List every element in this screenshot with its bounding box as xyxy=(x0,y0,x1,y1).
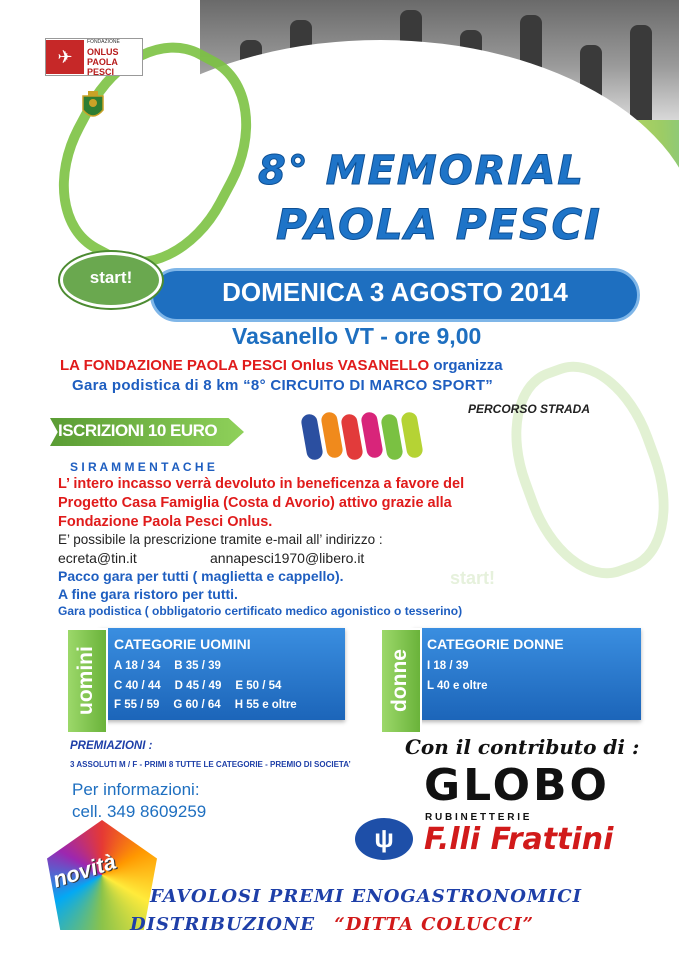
category-item: G 60 / 64 xyxy=(173,699,221,711)
men-categories-title: CATEGORIE UOMINI xyxy=(114,636,251,652)
organizer-name: LA FONDAZIONE PAOLA PESCI Onlus VASANELLO xyxy=(60,357,430,374)
race-description: Gara podistica di 8 km “8° CIRCUITO DI MARCO SPORT” xyxy=(72,377,494,394)
course-type: PERCORSO STRADA xyxy=(468,402,591,416)
women-tab: donne xyxy=(380,628,422,734)
town-crest-icon xyxy=(80,90,106,124)
charity-line: L’ intero incasso verrà devoluto in beneficenza a favore del xyxy=(58,476,465,492)
prizes-line-2 xyxy=(130,914,534,935)
fondazione-logo xyxy=(45,38,143,76)
category-item: H 55 e oltre xyxy=(234,699,297,711)
category-item: L 40 e oltre xyxy=(427,680,488,692)
women-categories-box xyxy=(413,628,641,720)
category-item: A 18 / 34 xyxy=(114,660,161,672)
registration-fee: ISCRIZIONI 10 EURO xyxy=(58,421,218,440)
logo-line: PAOLA xyxy=(87,57,118,67)
novita-label: novità xyxy=(49,848,119,893)
logo-line: FONDAZIONE xyxy=(87,39,120,45)
globo-logo: GLOBO xyxy=(424,760,610,811)
charity-text xyxy=(58,475,464,532)
men-category-row xyxy=(114,699,297,711)
men-categories-box xyxy=(100,628,345,720)
prizes-distributor: “DITTA COLUCCI” xyxy=(334,914,534,935)
info-label: Per informazioni: xyxy=(72,780,200,799)
start-badge: start! xyxy=(60,252,162,308)
men-category-row xyxy=(114,680,281,692)
prizes-line-1: FAVOLOSI PREMI ENOGASTRONOMICI xyxy=(150,886,583,907)
info-phone: cell. 349 8609259 xyxy=(72,802,207,821)
category-item: I 18 / 39 xyxy=(427,660,469,672)
footprint-graphic xyxy=(487,343,679,598)
race-pack: Pacco gara per tutti ( maglietta e cappello). xyxy=(58,568,344,584)
sponsor-intro: Con il contributo di : xyxy=(405,735,640,759)
title-line-2: PAOLA PESCI xyxy=(276,200,602,249)
medical-note: Gara podistica ( obbligatorio certificato medico agonistico o tesserino) xyxy=(58,604,463,618)
title-line-1: 8° MEMORIAL xyxy=(258,148,585,194)
charity-line: Progetto Casa Famiglia (Costa d Avorio) attivo grazie alla xyxy=(58,495,452,511)
frattini-logo-icon: ψ xyxy=(355,818,413,860)
charity-line: Fondazione Paola Pesci Onlus. xyxy=(58,514,273,530)
runners-silhouette-icon xyxy=(300,408,440,464)
organizer-line xyxy=(60,357,503,374)
awards-title: PREMIAZIONI : xyxy=(70,740,153,752)
event-place-time: Vasanello VT - ore 9,00 xyxy=(232,323,482,349)
rubinetterie-label: R U B I N E T T E R I E xyxy=(425,812,530,823)
organizer-verb: organizza xyxy=(433,357,503,374)
category-item: D 45 / 49 xyxy=(174,680,222,692)
event-date: DOMENICA 3 AGOSTO 2014 xyxy=(222,277,568,307)
prizes-distribution: DISTRIBUZIONE xyxy=(130,914,316,935)
start-ghost-label: start! xyxy=(450,568,496,588)
women-category-row xyxy=(427,660,469,672)
email-address: annapesci1970@libero.it xyxy=(210,550,365,566)
women-category-row xyxy=(427,680,488,692)
category-item: E 50 / 54 xyxy=(235,680,282,692)
logo-line: ONLUS xyxy=(87,47,119,57)
category-item: F 55 / 59 xyxy=(114,699,160,711)
email-intro: E’ possibile la prescrizione tramite e-mail all’ indirizzo : xyxy=(58,532,383,547)
men-tab: uomini xyxy=(66,628,108,734)
logo-line: PESCI xyxy=(87,67,115,77)
refreshment: A fine gara ristoro per tutti. xyxy=(58,586,238,602)
email-address: ecreta@tin.it xyxy=(58,550,137,566)
origami-crane-icon: ✈ xyxy=(46,40,84,74)
frattini-logo: F.lli Frattini xyxy=(424,822,614,857)
category-item: C 40 / 44 xyxy=(114,680,161,692)
awards-text: 3 ASSOLUTI M / F - PRIMI 8 TUTTE LE CATEGORIE - PREMIO DI SOCIETA’ xyxy=(70,760,351,769)
men-category-row xyxy=(114,660,221,672)
women-categories-title: CATEGORIE DONNE xyxy=(427,636,564,652)
reminder-heading: S I R A M M E N T A C H E xyxy=(70,460,215,474)
category-item: B 35 / 39 xyxy=(174,660,221,672)
